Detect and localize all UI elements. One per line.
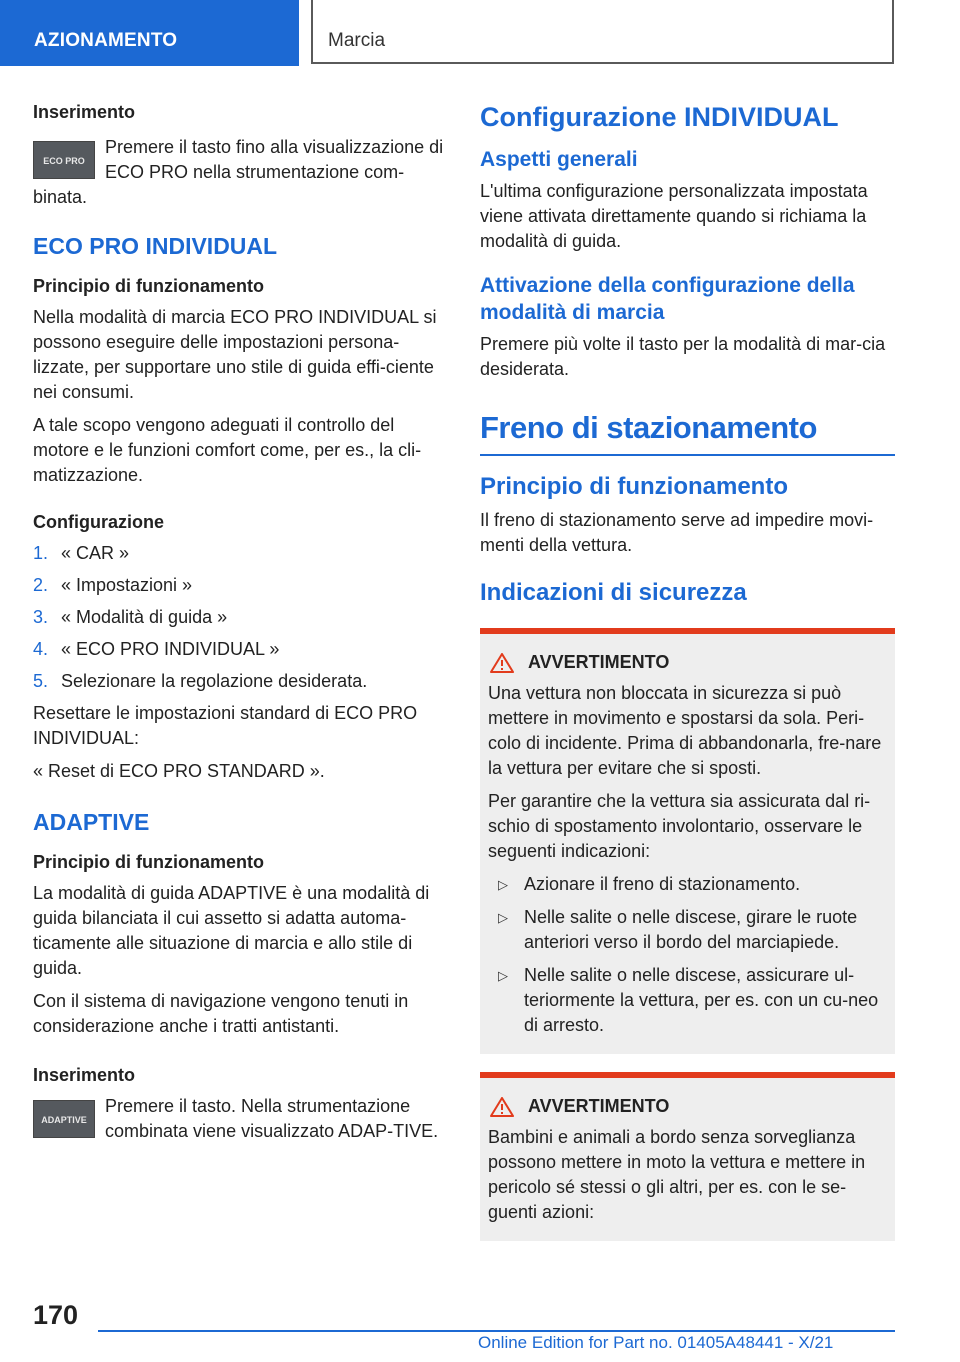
list-item [488, 963, 887, 1038]
header-section-title: AZIONAMENTO [0, 0, 299, 66]
inserimento-heading-2: Inserimento [33, 1065, 136, 1085]
activation-heading: Attivazione della configurazione della modalità di marcia [480, 274, 855, 324]
left-column [33, 100, 445, 1144]
page-number: 170 [33, 1300, 79, 1330]
list-item [33, 605, 445, 630]
adaptive-principle-heading: Principio di funzionamento [33, 852, 264, 872]
brake-principle-paragraph: Il freno di stazionamento serve ad impedire movi-menti della vettura. [480, 510, 874, 555]
list-item [33, 573, 445, 598]
right-column [480, 100, 895, 1241]
reset-item: « Reset di ECO PRO STANDARD ». [33, 761, 325, 781]
adaptive-paragraph-1: La modalità di guida ADAPTIVE è una modalità di guida bilanciata il cui assetto si adatta automa-ticamente alle situazione di marcia e allo stile di guida. [33, 883, 430, 978]
step-number: 3. [33, 607, 49, 627]
eco-principle-paragraph-1: Nella modalità di marcia ECO PRO INDIVIDUAL si possono eseguire delle impostazioni persona-lizzate, per supportare uno stile di guida effi-ciente nei consumi. [33, 307, 437, 402]
eco-pro-instruction-text: Premere il tasto fino alla visualizzazione di ECO PRO nella strumentazione com-binata. [33, 137, 444, 207]
adaptive-heading: ADAPTIVE [33, 809, 150, 835]
eco-pro-button-icon: ECO PRO [33, 141, 95, 179]
warning-paragraph-2: Per garantire che la vettura sia assicurata dal ri-schio di spostamento involontario, osservare le seguenti indicazioni: [488, 791, 871, 861]
adaptive-paragraph-2: Con il sistema di navigazione vengono tenuti in considerazione anche i tratti antistanti. [33, 991, 409, 1036]
bullet-text: Nelle salite o nelle discese, girare le ruote anteriori verso il bordo del marciapiede. [524, 907, 858, 952]
warning-box-1 [480, 628, 895, 1054]
list-item [33, 637, 445, 662]
activation-paragraph: Premere più volte il tasto per la modalità di mar-cia desiderata. [480, 334, 886, 379]
warning-triangle-icon [490, 653, 514, 673]
warning-title-row [488, 650, 887, 675]
adaptive-button-icon: ADAPTIVE [33, 1100, 95, 1138]
step-number: 1. [33, 543, 49, 563]
step-text: « Modalità di guida » [61, 607, 228, 627]
general-paragraph: L'ultima configurazione personalizzata impostata viene attivata direttamente quando si richiama la modalità di guida. [480, 181, 868, 251]
config-steps-list [33, 541, 445, 694]
warning-paragraph-1: Una vettura non bloccata in sicurezza si può mettere in movimento e spostarsi da sola. Peri-colo di incidente. Prima di abbandonarla, fre-nare la vettura per evitare che si sposti. [488, 683, 882, 778]
triangle-bullet-icon: ▷ [498, 910, 508, 925]
list-item [488, 905, 887, 955]
step-number: 2. [33, 575, 49, 595]
step-text: « Impostazioni » [61, 575, 193, 595]
config-heading: Configurazione [33, 512, 164, 532]
step-text: Selezionare la regolazione desiderata. [61, 671, 368, 691]
bullet-text: Azionare il freno di stazionamento. [524, 874, 801, 894]
config-individual-heading: Configurazione INDIVIDUAL [480, 102, 839, 132]
step-number: 4. [33, 639, 49, 659]
safety-heading: Indicazioni di sicurezza [480, 579, 747, 606]
warning-bullet-list [488, 872, 887, 1038]
adaptive-instruction-text: Premere il tasto. Nella strumentazione combinata viene visualizzato ADAP-TIVE. [105, 1096, 439, 1141]
header-chapter-title: Marcia [311, 0, 894, 64]
warning-title-row [488, 1094, 887, 1119]
bullet-text: Nelle salite o nelle discese, assicurare ul-teriormente la vettura, per es. con un cu-neo di arresto. [524, 965, 879, 1035]
step-text: « ECO PRO INDIVIDUAL » [61, 639, 280, 659]
footer-divider [98, 1330, 895, 1332]
triangle-bullet-icon: ▷ [498, 968, 508, 983]
list-item [33, 541, 445, 566]
eco-principle-paragraph-2: A tale scopo vengono adeguati il controllo del motore e le funzioni comfort come, per es., la cli-matizzazione. [33, 415, 422, 485]
brake-principle-heading: Principio di funzionamento [480, 473, 788, 500]
warning-title: AVVERTIMENTO [528, 1096, 670, 1116]
eco-pro-instruction [33, 135, 445, 210]
warning-box-2 [480, 1072, 895, 1241]
warning-triangle-icon [490, 1097, 514, 1117]
reset-text: Resettare le impostazioni standard di ECO PRO INDIVIDUAL: [33, 703, 418, 748]
triangle-bullet-icon: ▷ [498, 877, 508, 892]
warning-paragraph-1: Bambini e animali a bordo senza sorveglianza possono mettere in moto la vettura e mettere in pericolo sé stessi o gli altri, per es. con le se-guenti azioni: [488, 1127, 866, 1222]
adaptive-instruction [33, 1094, 445, 1144]
list-item [33, 669, 445, 694]
eco-principle-heading: Principio di funzionamento [33, 276, 264, 296]
step-number: 5. [33, 671, 49, 691]
parking-brake-heading: Freno di stazionamento [480, 408, 895, 456]
warning-title: AVVERTIMENTO [528, 652, 670, 672]
eco-pro-individual-heading: ECO PRO INDIVIDUAL [33, 233, 278, 259]
page-header [0, 0, 960, 66]
general-heading: Aspetti generali [480, 148, 638, 171]
step-text: « CAR » [61, 543, 130, 563]
inserimento-heading: Inserimento [33, 102, 136, 122]
list-item [488, 872, 887, 897]
footer-edition: Online Edition for Part no. 01405A48441 - X/21 [478, 1333, 834, 1352]
